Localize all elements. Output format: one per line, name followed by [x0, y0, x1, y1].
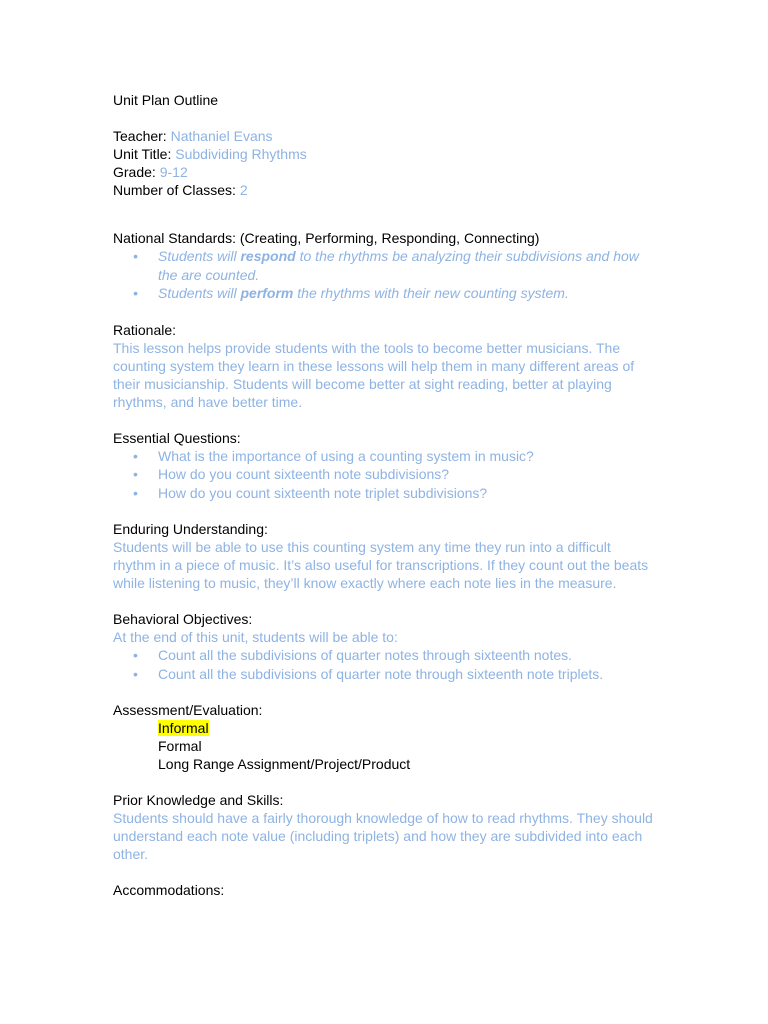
- standards-item-text: Students will: [158, 248, 241, 264]
- classes-label: Number of Classes:: [113, 182, 236, 198]
- teacher-label: Teacher:: [113, 128, 167, 144]
- bullet-icon: •: [133, 248, 138, 264]
- standards-heading: National Standards: (Creating, Performing, Responding, Connecting): [113, 230, 540, 246]
- prior-text: Students should have a fairly thorough knowledge of how to read rhythms. They should understand each note value (including triplets) and how they are subdivided into each other.: [113, 810, 653, 862]
- bullet-icon: •: [133, 447, 138, 464]
- behavioral-item: [133, 665, 653, 684]
- prior-heading: Prior Knowledge and Skills:: [113, 792, 284, 808]
- enduring-text: Students will be able to use this counting system any time they run into a difficult rhythm in a piece of music. It’s also useful for transcriptions. If they count out the beats while listening to music, they’ll know exactly where each note lies in the measure.: [113, 539, 649, 591]
- bullet-icon: •: [133, 647, 138, 663]
- unit-title-row: [113, 145, 653, 163]
- assessment-item-highlighted: Informal: [158, 720, 209, 736]
- grade-label: Grade:: [113, 164, 156, 180]
- essential-heading: Essential Questions:: [113, 429, 241, 446]
- document-page: [113, 91, 653, 899]
- teacher-row: [113, 127, 653, 145]
- document-title: Unit Plan Outline: [113, 92, 219, 108]
- accommodations-heading: Accommodations:: [113, 882, 225, 898]
- standards-item-emphasis: perform: [240, 285, 294, 301]
- essential-item: [133, 484, 653, 503]
- grade-value: 9-12: [159, 164, 188, 180]
- unit-title-label: Unit Title:: [113, 146, 172, 162]
- bullet-icon: •: [133, 665, 138, 682]
- essential-list: [113, 447, 653, 503]
- bullet-icon: •: [133, 484, 138, 501]
- standards-item-text: Students will: [158, 285, 241, 301]
- classes-row: [113, 181, 653, 199]
- essential-item: [133, 465, 653, 484]
- teacher-value: Nathaniel Evans: [170, 128, 273, 144]
- behavioral-item: [133, 646, 653, 665]
- behavioral-item-text: Count all the subdivisions of quarter note through sixteenth note triplets.: [158, 665, 604, 682]
- bullet-icon: •: [133, 466, 138, 482]
- essential-item-text: How do you count sixteenth note subdivisions?: [158, 466, 450, 482]
- behavioral-heading: Behavioral Objectives:: [113, 611, 253, 627]
- essential-item-text: How do you count sixteenth note triplet subdivisions?: [158, 484, 488, 501]
- assessment-item-formal: Formal: [158, 738, 202, 754]
- behavioral-intro: At the end of this unit, students will be able to:: [113, 629, 398, 645]
- bullet-icon: •: [133, 285, 138, 301]
- essential-item-text: What is the importance of using a counting system in music?: [158, 447, 534, 464]
- standards-item-text: the rhythms with their new counting system.: [293, 285, 569, 301]
- assessment-heading: Assessment/Evaluation:: [113, 702, 263, 718]
- standards-item: [133, 247, 653, 284]
- rationale-heading: Rationale:: [113, 321, 177, 338]
- essential-item: [133, 447, 653, 466]
- standards-item-text: to the rhythms be analyzing their subdivisions and how the are counted.: [158, 248, 639, 283]
- standards-list: [113, 247, 653, 303]
- enduring-heading: Enduring Understanding:: [113, 521, 268, 537]
- grade-row: [113, 163, 653, 181]
- unit-title-value: Subdividing Rhythms: [175, 146, 307, 162]
- rationale-text: This lesson helps provide students with the tools to become better musicians. The counting system they learn in these lessons will help them in many different areas of their musicianship. Students will become better at sight reading, better at playing rhythms, and have better time.: [113, 339, 635, 410]
- behavioral-list: [113, 646, 653, 683]
- assessment-item-long-range: Long Range Assignment/Project/Product: [158, 756, 411, 772]
- classes-value: 2: [239, 182, 248, 198]
- standards-item: [133, 284, 653, 303]
- assessment-item-informal: [113, 719, 653, 737]
- behavioral-item-text: Count all the subdivisions of quarter notes through sixteenth notes.: [158, 647, 573, 663]
- standards-item-emphasis: respond: [240, 248, 296, 264]
